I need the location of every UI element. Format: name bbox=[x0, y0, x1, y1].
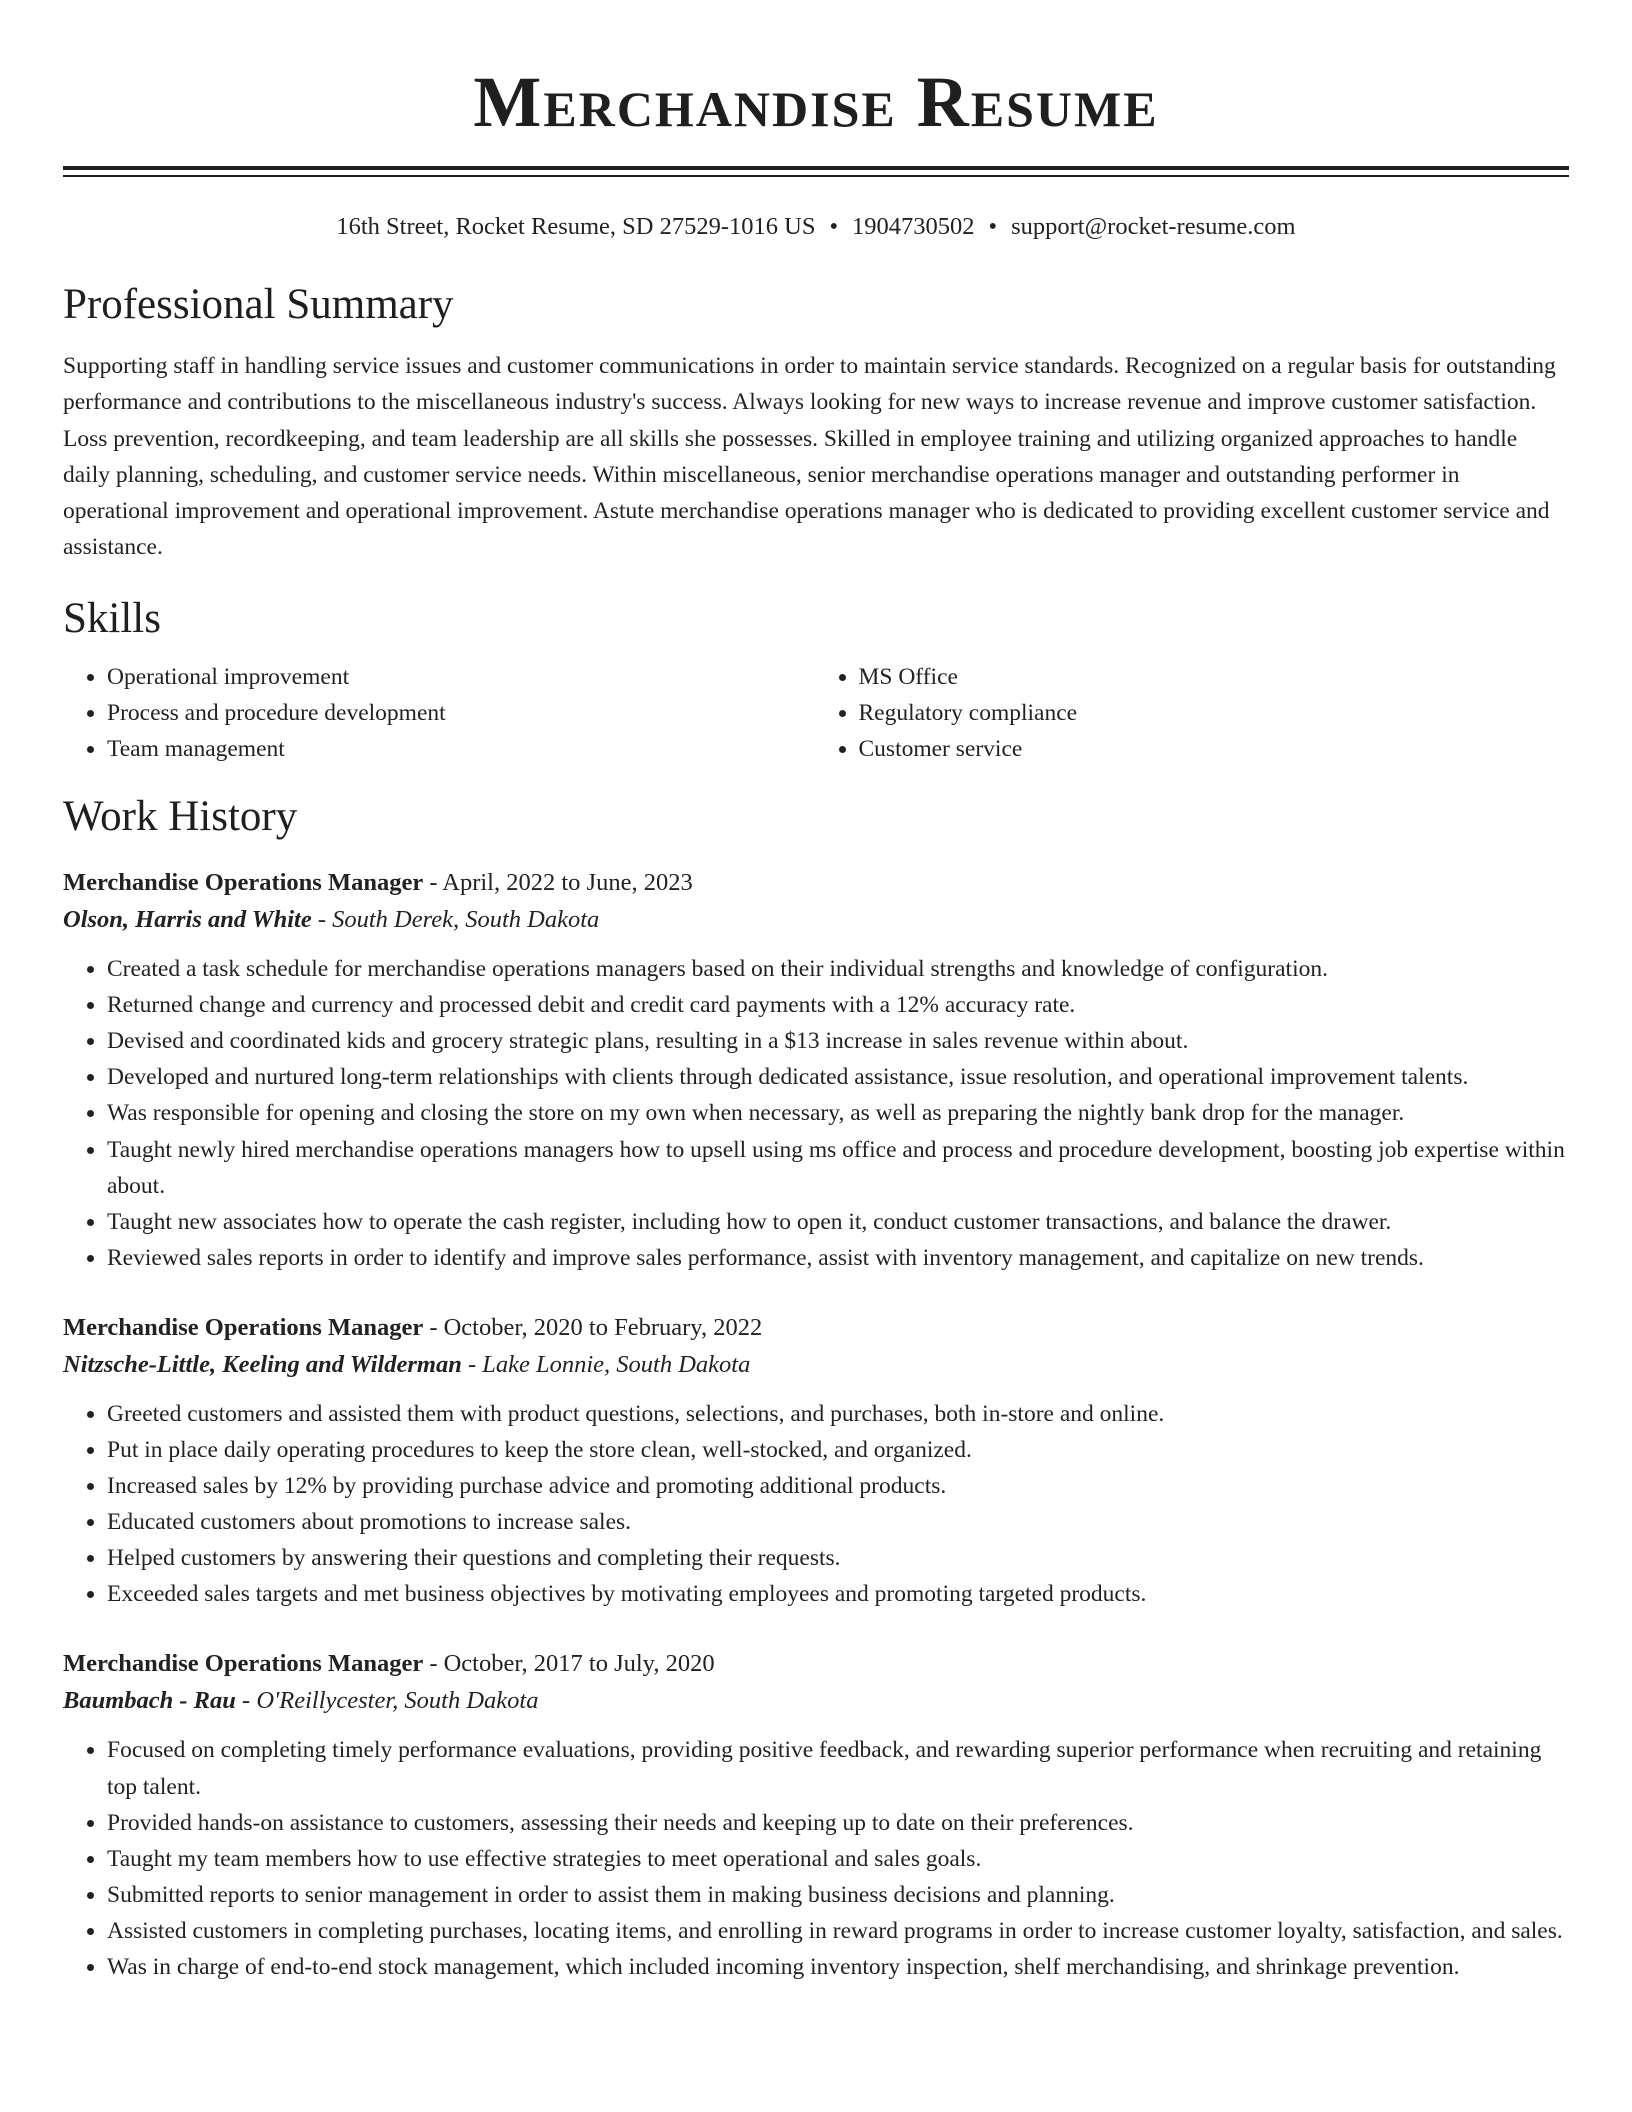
summary-section bbox=[63, 279, 1569, 566]
job-bullet: • Was in charge of end-to-end stock management, which included incoming inventory inspection, shelf merchandising, and shrinkage prevention. bbox=[107, 1949, 1569, 1985]
job-bullet: • Provided hands-on assistance to customers, assessing their needs and keeping up to date on their preferences. bbox=[107, 1805, 1569, 1841]
job-bullet: • Put in place daily operating procedures to keep the store clean, well-stocked, and organized. bbox=[107, 1432, 1569, 1468]
work-history-section bbox=[63, 791, 1569, 1985]
skill-item: • Process and procedure development bbox=[107, 695, 818, 731]
job-bullet: • Exceeded sales targets and met business objectives by motivating employees and promoting targeted products. bbox=[107, 1576, 1569, 1612]
skills-list-right bbox=[815, 659, 1570, 767]
header-divider-thin bbox=[63, 175, 1569, 177]
job-bullet: • Educated customers about promotions to increase sales. bbox=[107, 1504, 1569, 1540]
job-bullet: • Was responsible for opening and closing the store on my own when necessary, as well as preparing the nightly bank drop for the manager. bbox=[107, 1095, 1569, 1131]
job-company-line bbox=[63, 901, 1569, 939]
job-dates: - October, 2017 to July, 2020 bbox=[423, 1650, 715, 1678]
resume-title: Merchandise Resume bbox=[473, 62, 1159, 142]
work-history-heading: Work History bbox=[63, 793, 298, 841]
job-title-line bbox=[63, 865, 1569, 901]
job-title-line bbox=[63, 1646, 1569, 1682]
skills-section bbox=[63, 593, 1569, 767]
job-bullet: • Helped customers by answering their questions and completing their requests. bbox=[107, 1540, 1569, 1576]
job-location: - Lake Lonnie, South Dakota bbox=[461, 1350, 751, 1378]
job-dates: - October, 2020 to February, 2022 bbox=[423, 1313, 763, 1341]
skill-item: • Customer service bbox=[859, 731, 1570, 767]
job-bullet: • Returned change and currency and processed debit and credit card payments with a 12% accuracy rate. bbox=[107, 987, 1569, 1023]
job-bullets bbox=[63, 1396, 1569, 1613]
job-entry bbox=[63, 865, 1569, 1276]
job-entry bbox=[63, 1310, 1569, 1613]
skill-item: • Regulatory compliance bbox=[859, 695, 1570, 731]
job-bullet: • Developed and nurtured long-term relationships with clients through dedicated assistance, issue resolution, and operational improvement talents. bbox=[107, 1059, 1569, 1095]
contact-line bbox=[63, 211, 1569, 243]
job-bullet: • Devised and coordinated kids and grocery strategic plans, resulting in a $13 increase in sales revenue within about. bbox=[107, 1023, 1569, 1059]
job-bullet: • Increased sales by 12% by providing purchase advice and promoting additional products. bbox=[107, 1468, 1569, 1504]
job-bullet: • Taught my team members how to use effective strategies to meet operational and sales goals. bbox=[107, 1841, 1569, 1877]
job-location: - South Derek, South Dakota bbox=[311, 906, 600, 934]
skills-list-left bbox=[63, 659, 818, 767]
job-bullet: • Created a task schedule for merchandise operations managers based on their individual strengths and knowledge of configuration. bbox=[107, 951, 1569, 987]
skill-item: • Team management bbox=[107, 731, 818, 767]
job-company-line bbox=[63, 1346, 1569, 1384]
skills-columns bbox=[63, 659, 1569, 767]
summary-heading: Professional Summary bbox=[63, 281, 454, 328]
summary-text: Supporting staff in handling service issues and customer communications in order to maintain service standards. Recognized on a regular basis for outstanding performance and contributions to the miscellaneous industry's success. Always looking for new ways to increase revenue and improve customer satisfaction. Loss prevention, recordkeeping, and team leadership are all skills she possesses. Skilled in employee training and utilizing organized approaches to handle daily planning, scheduling, and customer service needs. Within miscellaneous, senior merchandise operations manager and outstanding performer in operational improvement and operational improvement. Astute merchandise operations manager who is dedicated to providing excellent customer service and assistance. bbox=[63, 353, 1556, 561]
job-title: Merchandise Operations Manager bbox=[63, 869, 424, 897]
job-bullet: • Submitted reports to senior management in order to assist them in making business decisions and planning. bbox=[107, 1877, 1569, 1913]
skills-heading: Skills bbox=[63, 594, 161, 642]
header-divider-thick bbox=[63, 166, 1569, 170]
contact-phone: 1904730502 bbox=[852, 213, 975, 240]
job-bullet: • Greeted customers and assisted them with product questions, selections, and purchases, both in-store and online. bbox=[107, 1396, 1569, 1432]
job-title-line bbox=[63, 1310, 1569, 1346]
contact-separator: • bbox=[829, 213, 839, 240]
job-bullets bbox=[63, 951, 1569, 1276]
job-dates: - April, 2022 to June, 2023 bbox=[423, 869, 693, 897]
job-bullet: • Assisted customers in completing purchases, locating items, and enrolling in reward programs in order to increase customer loyalty, satisfaction, and sales. bbox=[107, 1913, 1569, 1949]
job-bullet: • Reviewed sales reports in order to identify and improve sales performance, assist with inventory management, and capitalize on new trends. bbox=[107, 1240, 1569, 1276]
job-location: - O'Reillycester, South Dakota bbox=[235, 1687, 539, 1715]
job-title: Merchandise Operations Manager bbox=[63, 1313, 424, 1341]
contact-address: 16th Street, Rocket Resume, SD 27529-1016 US bbox=[336, 213, 816, 240]
skill-item: • Operational improvement bbox=[107, 659, 818, 695]
skill-item: • MS Office bbox=[859, 659, 1570, 695]
job-bullet: • Taught newly hired merchandise operations managers how to upsell using ms office and process and procedure development, boosting job expertise within about. bbox=[107, 1132, 1569, 1204]
job-company-line bbox=[63, 1682, 1569, 1720]
job-entry bbox=[63, 1646, 1569, 1985]
contact-separator: • bbox=[988, 213, 998, 240]
job-bullets bbox=[63, 1732, 1569, 1985]
job-company: Olson, Harris and White bbox=[63, 906, 312, 934]
job-title: Merchandise Operations Manager bbox=[63, 1650, 424, 1678]
contact-email: support@rocket-resume.com bbox=[1011, 213, 1296, 240]
job-company: Baumbach - Rau bbox=[63, 1687, 236, 1715]
job-bullet: • Focused on completing timely performance evaluations, providing positive feedback, and rewarding superior performance when recruiting and retaining top talent. bbox=[107, 1732, 1569, 1804]
job-company: Nitzsche-Little, Keeling and Wilderman bbox=[63, 1350, 462, 1378]
job-bullet: • Taught new associates how to operate the cash register, including how to open it, conduct customer transactions, and balance the drawer. bbox=[107, 1204, 1569, 1240]
